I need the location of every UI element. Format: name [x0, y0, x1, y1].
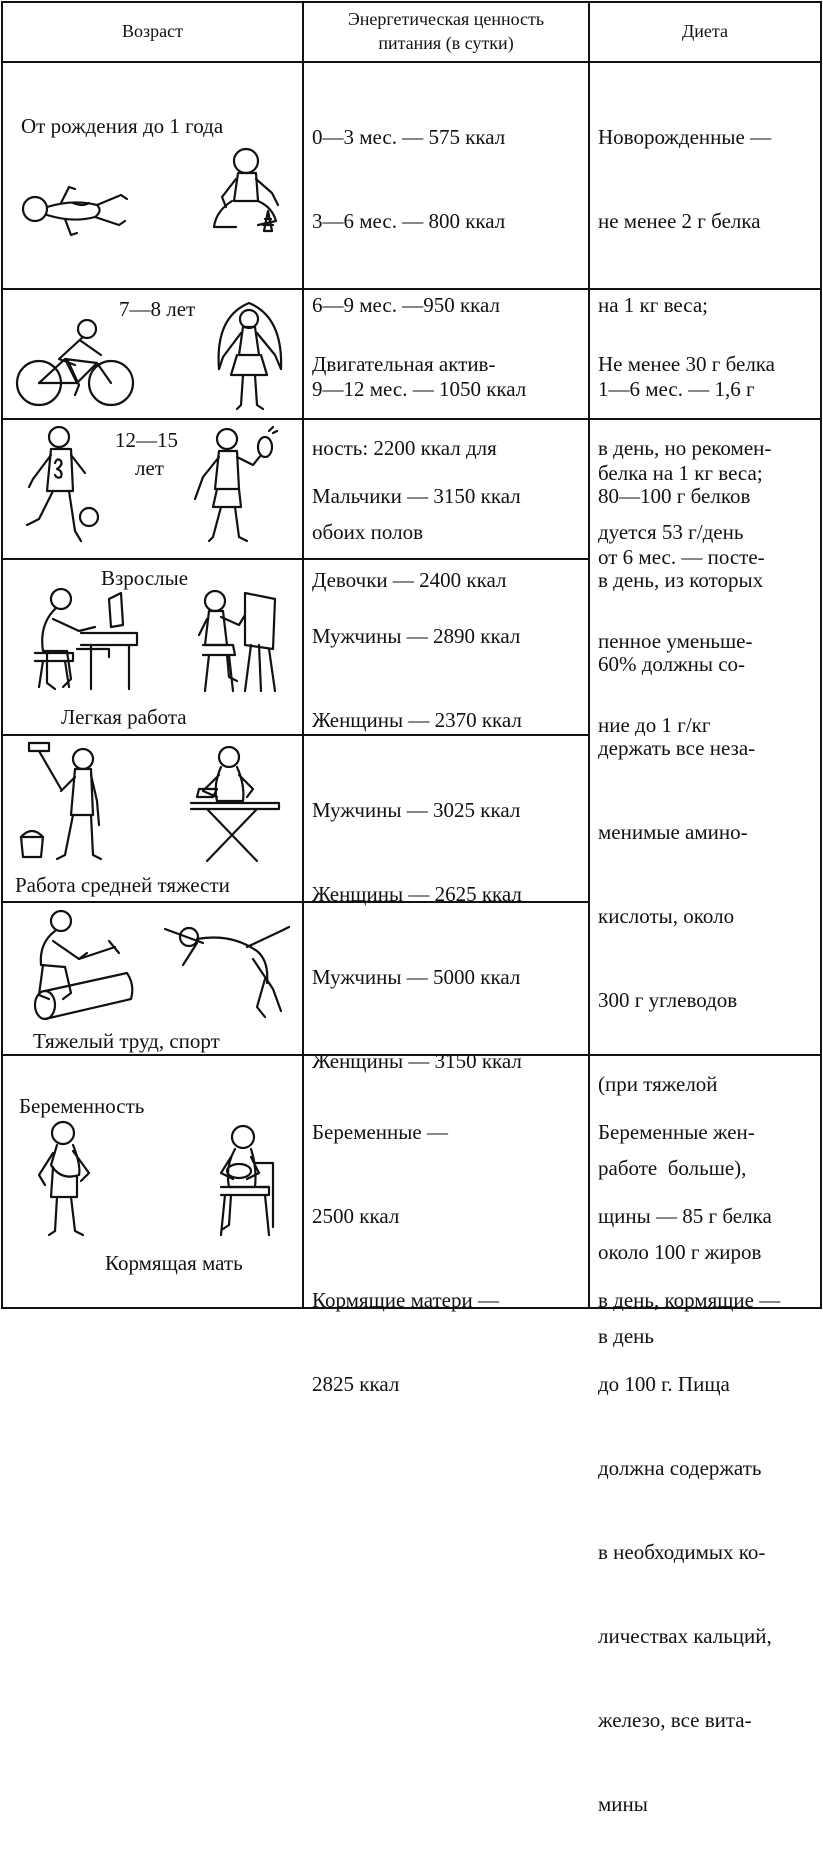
football-boy-icon — [23, 425, 103, 549]
energy-line: Мальчики — 3150 ккал — [312, 484, 521, 508]
diet-line: в день, из которых — [598, 568, 764, 592]
energy-line: Мужчины — 5000 ккал — [312, 965, 521, 989]
diet-line: дуется 53 г/день — [598, 520, 744, 544]
diet-line: в необходимых ко- — [598, 1540, 766, 1564]
diet-line: (при тяжелой — [598, 1072, 718, 1096]
energy-line: 2500 ккал — [312, 1204, 400, 1228]
diet-line: Беременные жен- — [598, 1120, 755, 1144]
diet-line: 60% должны со- — [598, 652, 746, 676]
cyclist-boy-icon — [15, 319, 135, 411]
diet-line: около 100 г жиров — [598, 1240, 762, 1264]
badminton-girl-icon — [191, 425, 285, 549]
diet-line: 1—6 мес. — 1,6 г — [598, 377, 755, 401]
energy-line: Женщины — 2370 ккал — [312, 708, 522, 732]
header-energy — [304, 7, 588, 55]
column-divider-1 — [302, 1, 304, 1309]
header-diet: Диета — [682, 21, 728, 41]
diet-line: Не менее 30 г белка — [598, 352, 776, 376]
diet-line: не менее 2 г белка — [598, 209, 761, 233]
activity-label: Работа средней тяжести — [15, 873, 230, 897]
energy-line: Мужчины — 3025 ккал — [312, 798, 521, 822]
nutrition-table — [1, 1, 822, 1816]
table-border-top — [1, 1, 822, 3]
diet-line: от 6 мес. — посте- — [598, 545, 765, 569]
diet-line: в день, но рекомен- — [598, 436, 772, 460]
diet-line: щины — 85 г белка — [598, 1204, 772, 1228]
diet-line: мины — [598, 1792, 648, 1816]
energy-line: Девочки — 2400 ккал — [312, 568, 507, 592]
age-label: От рождения до 1 года — [21, 114, 224, 138]
lying-baby-icon — [13, 181, 133, 241]
diet-cell — [598, 1062, 780, 1874]
energy-line: 3—6 мес. — 800 ккал — [312, 209, 506, 233]
diet-line: пенное уменьше- — [598, 629, 753, 653]
artist-icon — [189, 585, 281, 697]
diet-line: кислоты, около — [598, 904, 735, 928]
diet-line: в день, кормящие — — [598, 1288, 781, 1312]
age-label: 7—8 лет — [119, 297, 196, 321]
energy-line: 2825 ккал — [312, 1372, 400, 1396]
age-label: лет — [135, 456, 164, 480]
diet-line: личествах кальций, — [598, 1624, 772, 1648]
woodcutter-icon — [19, 907, 139, 1023]
energy-line: Женщины — 3150 ккал — [312, 1049, 522, 1073]
age-label: Беременность — [19, 1094, 145, 1118]
energy-line: 6—9 мес. —950 ккал — [312, 293, 501, 317]
diet-line: в день — [598, 1324, 654, 1348]
energy-cell — [312, 1062, 499, 1454]
wall-painter-icon — [13, 741, 113, 863]
diet-line: железо, все вита- — [598, 1708, 752, 1732]
high-jumper-icon — [161, 907, 291, 1023]
diet-line: ние до 1 г/кг — [598, 713, 711, 737]
energy-line: Двигательная актив- — [312, 352, 496, 376]
header-divider — [1, 61, 822, 63]
pregnant-woman-icon — [31, 1119, 111, 1239]
diet-line: менимые амино- — [598, 820, 748, 844]
nursing-mother-icon — [199, 1123, 279, 1243]
diet-line: до 100 г. Пища — [598, 1372, 730, 1396]
energy-line: Беременные — — [312, 1120, 448, 1144]
ironing-woman-icon — [187, 745, 283, 865]
age-label: 12—15 — [115, 428, 178, 452]
header-energy-line2: питания (в сутки) — [378, 33, 514, 53]
energy-line: ность: 2200 ккал для — [312, 436, 497, 460]
energy-line: Женщины — 2625 ккал — [312, 882, 522, 906]
age-label: Взрослые — [101, 566, 189, 590]
energy-line: Мужчины — 2890 ккал — [312, 624, 521, 648]
diet-line: на 1 кг веса; — [598, 293, 708, 317]
sitting-toddler-icon — [206, 143, 296, 243]
activity-label: Тяжелый труд, спорт — [33, 1029, 220, 1053]
energy-line: Кормящие матери — — [312, 1288, 499, 1312]
diet-line: белка на 1 кг веса; — [598, 461, 763, 485]
jump-rope-girl-icon — [209, 297, 293, 417]
table-border-right — [820, 1, 822, 1309]
activity-label: Легкая работа — [61, 705, 187, 729]
diet-line: 80—100 г белков — [598, 484, 751, 508]
column-divider-2 — [588, 1, 590, 1309]
pianist-icon — [17, 585, 141, 697]
diet-line: Новорожденные — — [598, 125, 772, 149]
energy-line: 9—12 мес. — 1050 ккал — [312, 377, 527, 401]
table-border-left — [1, 1, 3, 1309]
energy-line: обоих полов — [312, 520, 424, 544]
header-energy-line1: Энергетическая ценность — [347, 9, 545, 29]
diet-line: 300 г углеводов — [598, 988, 738, 1012]
diet-line: должна содержать — [598, 1456, 762, 1480]
header-age: Возраст — [122, 21, 183, 41]
activity-label: Кормящая мать — [105, 1251, 243, 1275]
energy-line: 0—3 мес. — 575 ккал — [312, 125, 506, 149]
diet-line: работе больше), — [598, 1156, 747, 1180]
diet-line: держать все неза- — [598, 736, 756, 760]
